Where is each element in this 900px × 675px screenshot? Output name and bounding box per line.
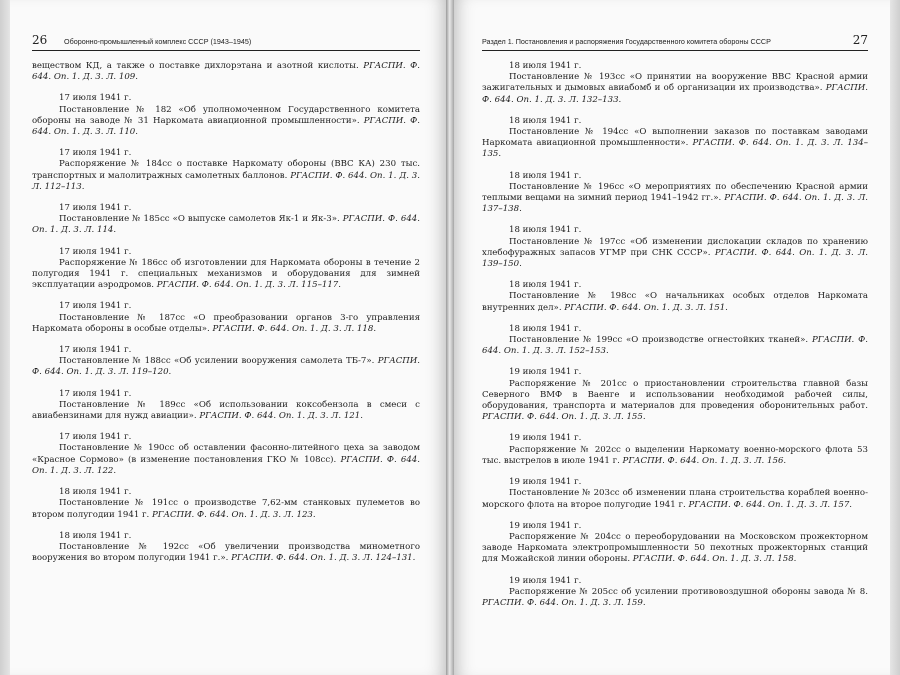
entry-date: 19 июля 1941 г. bbox=[509, 520, 582, 531]
entry-description: Распоряжение № 201сс о приостановлении строительства главной базы Северного ВМФ в Ваенге и использовании необходимой рабочей силы, оборудования, транспорта и материалов для проведения оборонительных работ. bbox=[482, 378, 868, 412]
entry-date: 17 июля 1941 г. bbox=[59, 345, 132, 356]
document-entry bbox=[32, 247, 420, 292]
entry-description: Постановление № 198сс «О начальниках особых отделов Наркомата внутренних дел». bbox=[482, 291, 868, 313]
entry-date: 18 июля 1941 г. bbox=[509, 170, 582, 181]
entry-text bbox=[482, 379, 868, 424]
archive-reference: РГАСПИ. Ф. 644. Оп. 1. Д. 3. Л. 152–153. bbox=[482, 335, 869, 357]
document-entry bbox=[482, 116, 868, 161]
entry-date: 18 июля 1941 г. bbox=[509, 323, 582, 334]
book-gutter bbox=[446, 0, 454, 675]
entry-description: Постановление № 189сс «Об использовании коксобензола в смеси с авиабензинами для нужд авиации». bbox=[32, 399, 420, 422]
entry-description: Постановление № 196сс «О мероприятиях по обеспечению Красной армии теплыми вещами на зимний период 1941–1942 гг.». bbox=[482, 181, 868, 204]
entry-description: Постановление № 182 «Об уполномоченном Государственного комитета обороны на заводе № 31 Наркомата авиационной промышленности». bbox=[32, 104, 420, 126]
archive-reference: РГАСПИ. Ф. 644. Оп. 1. Д. 3. Л. 119–120. bbox=[32, 356, 420, 378]
archive-reference: РГАСПИ. Ф. 644. Оп. 1. Д. 3. Л. 122. bbox=[32, 454, 421, 476]
document-entry bbox=[32, 389, 420, 423]
archive-reference: РГАСПИ. Ф. 644. Оп. 1. Д. 3. Л. 137–138. bbox=[482, 193, 869, 215]
entry-date: 17 июля 1941 г. bbox=[59, 203, 132, 214]
document-entry bbox=[482, 477, 868, 511]
archive-reference: РГАСПИ. Ф. 644. Оп. 1. Д. 3. Л. 158. bbox=[632, 554, 797, 565]
entry-text bbox=[32, 542, 420, 564]
entry-text bbox=[482, 291, 868, 313]
archive-reference: РГАСПИ. Ф. 644. Оп. 1. Д. 3. Л. 115–117. bbox=[156, 280, 341, 291]
archive-reference: РГАСПИ. Ф. 644. Оп. 1. Д. 3. Л. 118. bbox=[212, 323, 377, 334]
archive-reference: РГАСПИ. Ф. 644. Оп. 1. Д. 3. Л. 132–133. bbox=[482, 83, 869, 105]
entry-text bbox=[482, 488, 868, 510]
entry-description: Постановление № 197сс «Об изменении дислокации складов по хранению хлебофуражных запасов УГМР при СНК СССР». bbox=[482, 236, 868, 258]
archive-reference: РГАСПИ. Ф. 644. Оп. 1. Д. 3. Л. 110. bbox=[32, 115, 420, 138]
entry-text bbox=[482, 335, 868, 357]
entry-text bbox=[482, 72, 868, 106]
archive-reference: РГАСПИ. Ф. 644. Оп. 1. Д. 3. Л. 157. bbox=[688, 499, 853, 510]
archive-reference: РГАСПИ. Ф. 644. Оп. 1. Д. 3. Л. 121. bbox=[199, 411, 363, 422]
entry-description: веществом КД, а также о поставке дихлорэтана и азотной кислоты. bbox=[32, 61, 359, 71]
entry-description: Постановление № 199сс «О производстве огнестойких тканей». bbox=[509, 335, 809, 346]
entry-description: Распоряжение № 204сс о переоборудовании на Московском прожекторном заводе Наркомата электропромышленности 50 пехотных прожекторных станций для Можайской линии обороны. bbox=[482, 531, 868, 565]
document-entry bbox=[482, 225, 868, 270]
entry-description: Постановление № 203сс об изменении плана строительства кораблей военно-морского флота на второе полугодие 1941 г. bbox=[482, 488, 868, 510]
entry-text bbox=[32, 159, 420, 193]
entry-text bbox=[32, 105, 420, 139]
left-page-body bbox=[32, 61, 420, 574]
running-title: Оборонно-промышленный комплекс СССР (1943–1945) bbox=[64, 37, 252, 46]
left-page-header bbox=[32, 34, 420, 51]
entry-date: 18 июля 1941 г. bbox=[509, 115, 582, 126]
document-entry bbox=[482, 171, 868, 216]
archive-reference: РГАСПИ. Ф. 644. Оп. 1. Д. 3. Л. 124–131. bbox=[231, 553, 416, 564]
document-entry bbox=[32, 301, 420, 335]
entry-description: Распоряжение № 186сс об изготовлении для Наркомата обороны в течение 2 полугодия 1941 г. специальных механизмов и оборудования для зимней эксплуатации аэродромов. bbox=[32, 257, 420, 291]
entry-text bbox=[32, 443, 420, 477]
entry-date: 17 июля 1941 г. bbox=[59, 246, 132, 257]
entry-list bbox=[32, 93, 420, 564]
entry-text bbox=[32, 400, 420, 422]
archive-reference: РГАСПИ. Ф. 644. Оп. 1. Д. 3. Л. 151. bbox=[564, 302, 728, 313]
page-number: 27 bbox=[852, 33, 868, 47]
entry-date: 18 июля 1941 г. bbox=[509, 225, 582, 236]
document-entry bbox=[482, 433, 868, 467]
entry-description: Постановление № 187сс «О преобразовании органов 3-го управления Наркомата обороны в особые отделы». bbox=[32, 312, 420, 334]
continuation-entry bbox=[32, 61, 420, 83]
entry-description: Постановление № 192сс «Об увеличении производства минометного вооружения во втором полугодии 1941 г.». bbox=[32, 541, 420, 564]
document-entry bbox=[482, 280, 868, 314]
right-page-body bbox=[482, 61, 868, 619]
right-page-header bbox=[482, 34, 868, 51]
entry-text bbox=[482, 532, 868, 566]
entry-description: Распоряжение № 184сс о поставке Наркомату обороны (ВВС КА) 230 тыс. транспортных и малолитражных самолетных баллонов. bbox=[32, 159, 420, 181]
entry-description: Постановление № 194сс «О выполнении заказов по поставкам заводами Наркомата авиационной промышленности». bbox=[482, 127, 868, 149]
entry-text bbox=[32, 214, 420, 236]
document-entry bbox=[32, 148, 420, 193]
archive-reference: РГАСПИ. Ф. 644. Оп. 1. Д. 3. Л. 139–150. bbox=[482, 247, 869, 270]
document-entry bbox=[32, 93, 420, 138]
entry-description: Постановление № 193сс «О принятии на вооружение ВВС Красной армии зажигательных и дымовых авиабомб и об организации их производства». bbox=[482, 72, 868, 94]
document-entry bbox=[32, 487, 420, 521]
document-entry bbox=[32, 432, 420, 477]
entry-date: 17 июля 1941 г. bbox=[59, 148, 132, 159]
document-entry bbox=[32, 531, 420, 565]
entry-text bbox=[482, 587, 868, 609]
entry-text bbox=[32, 498, 420, 520]
entry-text bbox=[32, 356, 420, 378]
entry-text bbox=[482, 237, 868, 271]
entry-text bbox=[482, 127, 868, 161]
entry-date: 19 июля 1941 г. bbox=[509, 367, 582, 378]
entry-date: 18 июля 1941 г. bbox=[59, 487, 132, 498]
entry-date: 19 июля 1941 г. bbox=[509, 433, 582, 444]
entry-description: Постановление № 191сс о производстве 7,62-мм станковых пулеметов во втором полугодии 1941 г. bbox=[32, 498, 420, 520]
entry-date: 17 июля 1941 г. bbox=[59, 432, 132, 443]
archive-reference: РГАСПИ. Ф. 644. Оп. 1. Д. 3. Л. 156. bbox=[622, 455, 787, 466]
entry-description: Распоряжение № 202сс о выделении Наркомату военно-морского флота 53 тыс. выстрелов в июле 1941 г. bbox=[482, 444, 868, 466]
document-entry bbox=[482, 367, 868, 423]
entry-date: 18 июля 1941 г. bbox=[509, 61, 582, 71]
archive-reference: РГАСПИ. Ф. 644. Оп. 1. Д. 3. Л. 123. bbox=[152, 509, 316, 520]
archive-reference: РГАСПИ. Ф. 644. Оп. 1. Д. 3. Л. 155. bbox=[482, 412, 646, 423]
running-title: Раздел 1. Постановления и распоряжения Государственного комитета обороны СССР bbox=[482, 37, 771, 46]
archive-reference: РГАСПИ. Ф. 644. Оп. 1. Д. 3. Л. 109. bbox=[32, 61, 421, 83]
entry-date: 19 июля 1941 г. bbox=[509, 575, 582, 586]
archive-reference: РГАСПИ. Ф. 644. Оп. 1. Д. 3. Л. 114. bbox=[32, 214, 420, 236]
page-number: 26 bbox=[32, 33, 48, 47]
entry-text bbox=[32, 258, 420, 292]
entry-description: Распоряжение № 205сс об усилении противовоздушной обороны завода № 8. bbox=[509, 586, 868, 597]
document-entry bbox=[482, 324, 868, 358]
entry-text bbox=[482, 445, 868, 467]
document-entry bbox=[32, 345, 420, 379]
entry-date: 17 июля 1941 г. bbox=[59, 388, 132, 399]
entry-text bbox=[32, 61, 420, 83]
entry-description: Постановление № 190сс об оставлении фасонно-литейного цеха за заводом «Красное Сормово» (в изменение постановления ГКО № 108сс). bbox=[32, 443, 420, 465]
entry-date: 18 июля 1941 г. bbox=[509, 280, 582, 291]
entry-description: Постановление № 188сс «Об усилении вооружения самолета ТБ-7». bbox=[59, 356, 375, 367]
document-entry bbox=[482, 521, 868, 566]
entry-date: 17 июля 1941 г. bbox=[59, 301, 132, 312]
archive-reference: РГАСПИ. Ф. 644. Оп. 1. Д. 3. Л. 134–135. bbox=[482, 138, 868, 160]
entry-date: 18 июля 1941 г. bbox=[59, 530, 132, 541]
document-entry bbox=[32, 203, 420, 237]
document-entry bbox=[482, 576, 868, 610]
entry-text bbox=[482, 182, 868, 216]
document-entry bbox=[482, 61, 868, 106]
entry-date: 17 июля 1941 г. bbox=[59, 93, 132, 104]
right-page bbox=[454, 0, 890, 675]
archive-reference: РГАСПИ. Ф. 644. Оп. 1. Д. 3. Л. 159. bbox=[482, 597, 646, 608]
entry-text bbox=[32, 313, 420, 335]
entry-list bbox=[482, 61, 868, 609]
entry-description: Постановление № 185сс «О выпуске самолетов Як-1 и Як-3». bbox=[59, 214, 340, 225]
entry-date: 19 июля 1941 г. bbox=[509, 477, 582, 488]
left-page bbox=[10, 0, 446, 675]
archive-reference: РГАСПИ. Ф. 644. Оп. 1. Д. 3. Л. 112–113. bbox=[32, 170, 420, 192]
